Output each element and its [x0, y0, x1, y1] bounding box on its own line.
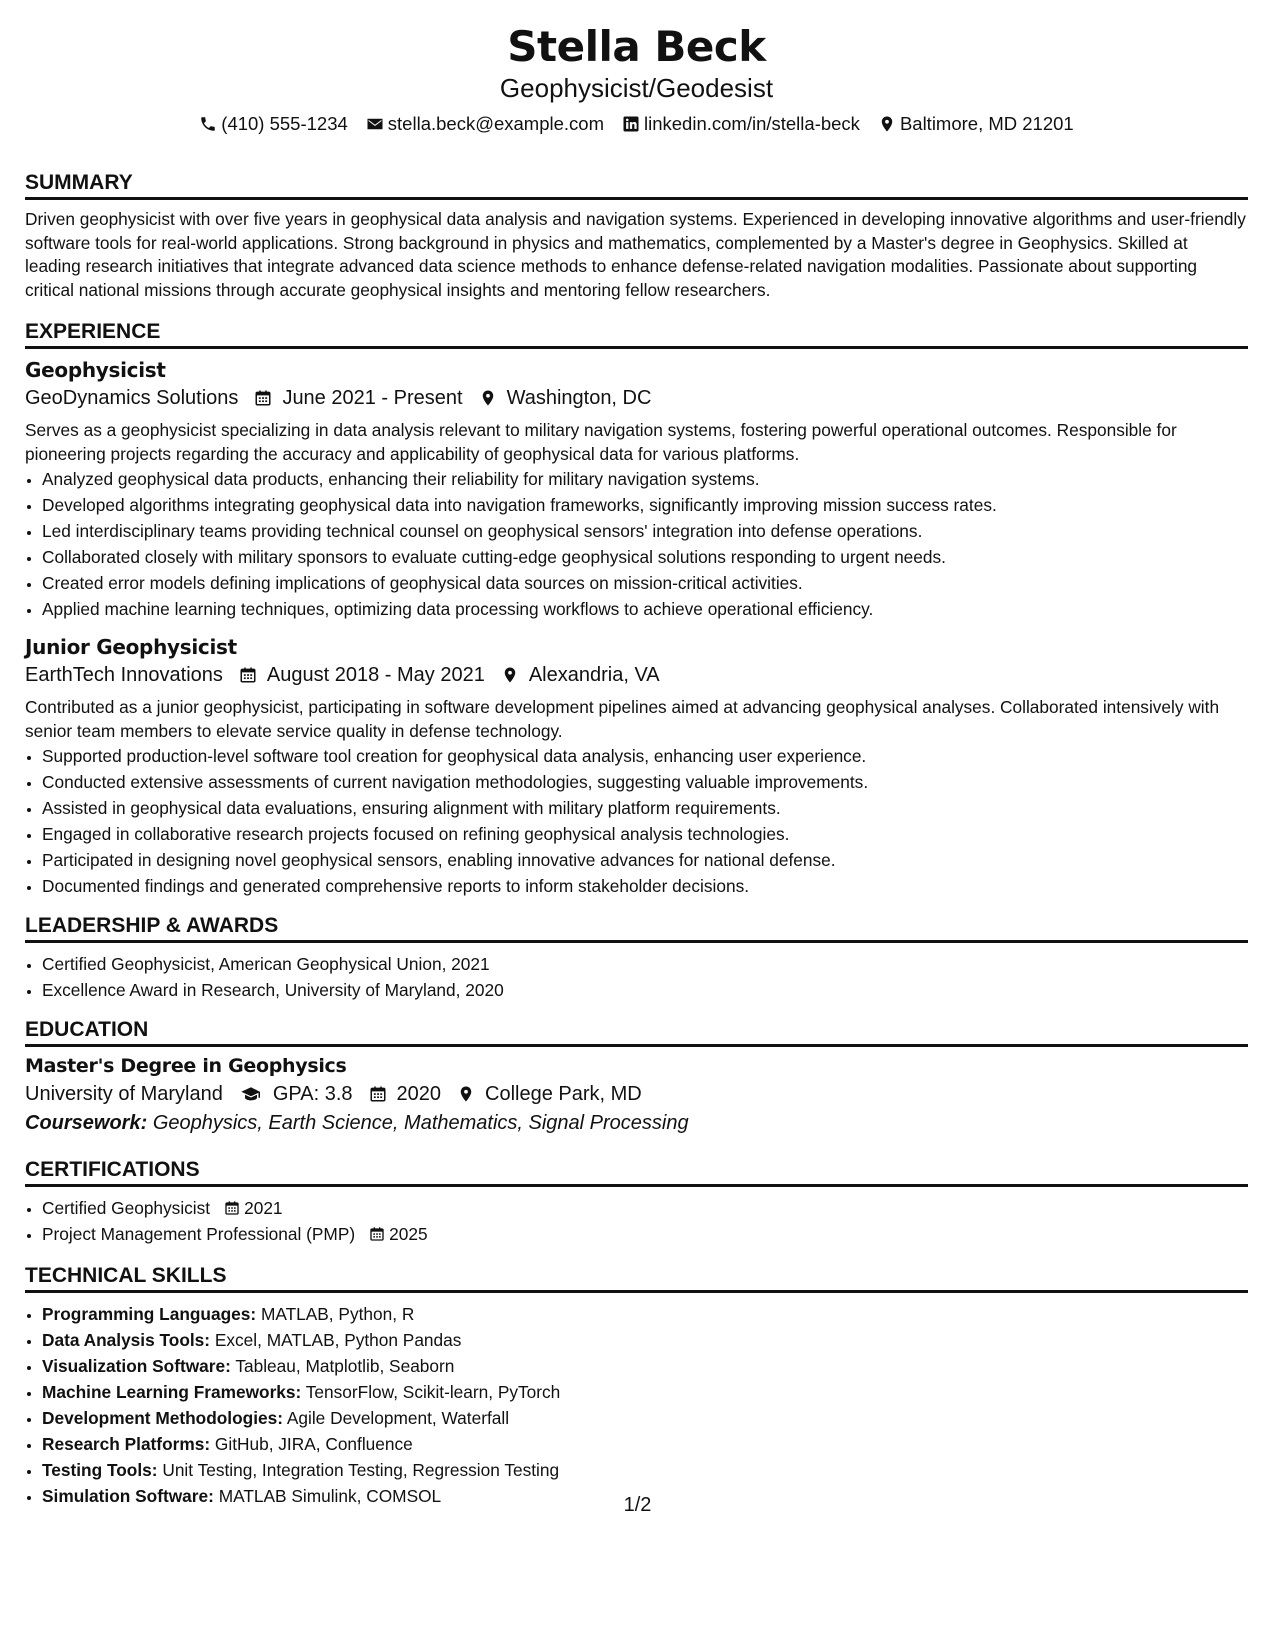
school-name: University of Maryland: [25, 1083, 223, 1105]
section-title: EXPERIENCE: [25, 319, 1248, 349]
list-item: • Led interdisciplinary teams providing technical counsel on geophysical sensors' integration into defense operations.: [42, 518, 1248, 544]
contact-phone[interactable]: [199, 112, 348, 136]
skill-value: Tableau, Matplotlib, Seaborn: [235, 1356, 455, 1376]
section-title: SUMMARY: [25, 170, 1248, 200]
skill-value: MATLAB, Python, R: [260, 1304, 415, 1324]
awards-list: [25, 951, 1248, 1003]
list-item: • Certified Geophysicist, American Geophysical Union, 2021: [42, 951, 1248, 977]
candidate-name: Stella Beck: [507, 22, 766, 71]
contact-linkedin[interactable]: [622, 112, 860, 136]
calendar-icon: [254, 389, 272, 407]
skill-label: Programming Languages:: [42, 1304, 257, 1324]
graduation-year: 2020: [396, 1083, 442, 1105]
skill-label: Data Analysis Tools:: [42, 1330, 211, 1350]
phone-icon: [199, 115, 217, 133]
job-entry: [25, 634, 1248, 899]
contact-location: [878, 112, 1074, 136]
job-dates: August 2018 - May 2021: [266, 664, 485, 686]
education-section: [25, 1017, 1248, 1137]
linkedin-icon: [622, 115, 640, 133]
skill-value: GitHub, JIRA, Confluence: [214, 1434, 413, 1454]
job-entry: [25, 357, 1248, 622]
job-description: Serves as a geophysicist specializing in data analysis relevant to military navigation systems, fostering powerful operational outcomes. Responsible for pioneering projects regarding the accuracy and applicability of geophysical data for various platforms.: [25, 420, 1177, 464]
calendar-icon: [239, 666, 257, 684]
skill-value: Excel, MATLAB, Python Pandas: [214, 1330, 462, 1350]
list-item: [42, 1405, 1248, 1431]
skill-label: Machine Learning Frameworks:: [42, 1382, 302, 1402]
map-pin-icon: [878, 115, 896, 133]
contact-phone-text: (410) 555-1234: [221, 113, 348, 134]
skill-value: TensorFlow, Scikit-learn, PyTorch: [305, 1382, 561, 1402]
section-title: TECHNICAL SKILLS: [25, 1263, 1248, 1293]
job-company: EarthTech Innovations: [25, 664, 223, 686]
coursework: [25, 1109, 1248, 1137]
map-pin-icon: [501, 666, 519, 684]
cert-name: • Project Management Professional (PMP): [42, 1224, 356, 1244]
list-item: [42, 1327, 1248, 1353]
coursework-label: Coursework:: [25, 1112, 148, 1134]
list-item: • Developed algorithms integrating geophysical data into navigation frameworks, significantly improving mission success rates.: [42, 492, 1248, 518]
job-location: Washington, DC: [506, 387, 652, 409]
cert-line: [42, 1195, 283, 1221]
cert-year: 2025: [389, 1224, 428, 1244]
map-pin-icon: [457, 1085, 475, 1103]
list-item: [42, 1431, 1248, 1457]
skill-label: Simulation Software:: [42, 1486, 214, 1506]
school-location: College Park, MD: [485, 1083, 642, 1105]
job-title: Geophysicist: [25, 358, 166, 382]
job-meta: [25, 383, 1248, 413]
candidate-headline: Geophysicist/Geodesist: [499, 73, 774, 103]
graduation-cap-icon: [239, 1085, 263, 1103]
job-title: Junior Geophysicist: [25, 635, 237, 659]
job-bullets: [25, 466, 1248, 622]
page-number: 1/2: [623, 1494, 652, 1516]
certifications-section: [25, 1157, 1248, 1247]
contact-linkedin-text: linkedin.com/in/stella-beck: [644, 113, 860, 134]
list-item: • Assisted in geophysical data evaluations, ensuring alignment with military platform requirements.: [42, 795, 1248, 821]
list-item: • Analyzed geophysical data products, enhancing their reliability for military navigation systems.: [42, 466, 1248, 492]
list-item: • Collaborated closely with military sponsors to evaluate cutting-edge geophysical solutions responding to urgent needs.: [42, 544, 1248, 570]
section-title: CERTIFICATIONS: [25, 1157, 1248, 1187]
list-item: [42, 1195, 1248, 1221]
skill-value: Agile Development, Waterfall: [286, 1408, 510, 1428]
list-item: • Participated in designing novel geophysical sensors, enabling innovative advances for national defense.: [42, 847, 1248, 873]
calendar-icon: [224, 1200, 240, 1216]
skills-section: [25, 1263, 1248, 1509]
job-dates: June 2021 - Present: [282, 387, 463, 409]
skill-label: Research Platforms:: [42, 1434, 211, 1454]
certifications-list: [25, 1195, 1248, 1247]
envelope-icon: [366, 115, 384, 133]
list-item: [42, 1353, 1248, 1379]
list-item: [42, 1301, 1248, 1327]
job-company: GeoDynamics Solutions: [25, 387, 239, 409]
list-item: • Supported production-level software tool creation for geophysical data analysis, enhancing user experience.: [42, 743, 1248, 769]
skill-value: Unit Testing, Integration Testing, Regression Testing: [162, 1460, 560, 1480]
cert-year: 2021: [244, 1198, 283, 1218]
map-pin-icon: [479, 389, 497, 407]
skill-label: Visualization Software:: [42, 1356, 231, 1376]
list-item: • Created error models defining implications of geophysical data sources on mission-critical activities.: [42, 570, 1248, 596]
summary-section: [25, 170, 1248, 302]
job-description: Contributed as a junior geophysicist, participating in software development pipelines aimed at advancing geophysical analyses. Collaborated intensively with senior team members to elevate service quality in defense technology.: [25, 697, 1220, 741]
coursework-list: Geophysics, Earth Science, Mathematics, Signal Processing: [152, 1112, 689, 1134]
skill-label: Testing Tools:: [42, 1460, 158, 1480]
cert-name: • Certified Geophysicist: [42, 1198, 211, 1218]
skill-value: MATLAB Simulink, COMSOL: [218, 1486, 442, 1506]
contact-email-text: stella.beck@example.com: [387, 113, 604, 134]
calendar-icon: [369, 1226, 385, 1242]
contact-email[interactable]: [366, 112, 604, 136]
list-item: • Documented findings and generated comprehensive reports to inform stakeholder decisions.: [42, 873, 1248, 899]
skills-list: [25, 1301, 1248, 1509]
section-title: EDUCATION: [25, 1017, 1248, 1047]
education-meta: [25, 1079, 1248, 1109]
experience-section: [25, 319, 1248, 899]
job-location: Alexandria, VA: [528, 664, 660, 686]
awards-section: [25, 913, 1248, 1003]
job-bullets: [25, 743, 1248, 899]
resume-page: [25, 22, 1248, 1509]
summary-text: Driven geophysicist with over five years in geophysical data analysis and navigation systems. Experienced in developing innovative algorithms and user-friendly software tools for real-world applications. Strong background in physics and mathematics, complemented by a Master's degree in Geophysics. Skilled at leading research initiatives that integrate advanced data science methods to enhance defense-related navigation modalities. Passionate about supporting critical national missions through accurate geophysical insights and mentoring fellow researchers.: [25, 209, 1246, 300]
cert-line: [42, 1221, 428, 1247]
list-item: • Excellence Award in Research, University of Maryland, 2020: [42, 977, 1248, 1003]
gpa: GPA: 3.8: [272, 1083, 353, 1105]
list-item: [42, 1457, 1248, 1483]
list-item: • Engaged in collaborative research projects focused on refining geophysical analysis technologies.: [42, 821, 1248, 847]
section-title: LEADERSHIP & AWARDS: [25, 913, 1248, 943]
list-item: • Applied machine learning techniques, optimizing data processing workflows to achieve operational efficiency.: [42, 596, 1248, 622]
list-item: [42, 1379, 1248, 1405]
list-item: [42, 1221, 1248, 1247]
contact-bar: [25, 112, 1248, 136]
skill-label: Development Methodologies:: [42, 1408, 283, 1428]
calendar-icon: [369, 1085, 387, 1103]
list-item: • Conducted extensive assessments of current navigation methodologies, suggesting valuable improvements.: [42, 769, 1248, 795]
degree-title: Master's Degree in Geophysics: [25, 1055, 347, 1077]
contact-location-text: Baltimore, MD 21201: [899, 113, 1074, 134]
job-meta: [25, 660, 1248, 690]
